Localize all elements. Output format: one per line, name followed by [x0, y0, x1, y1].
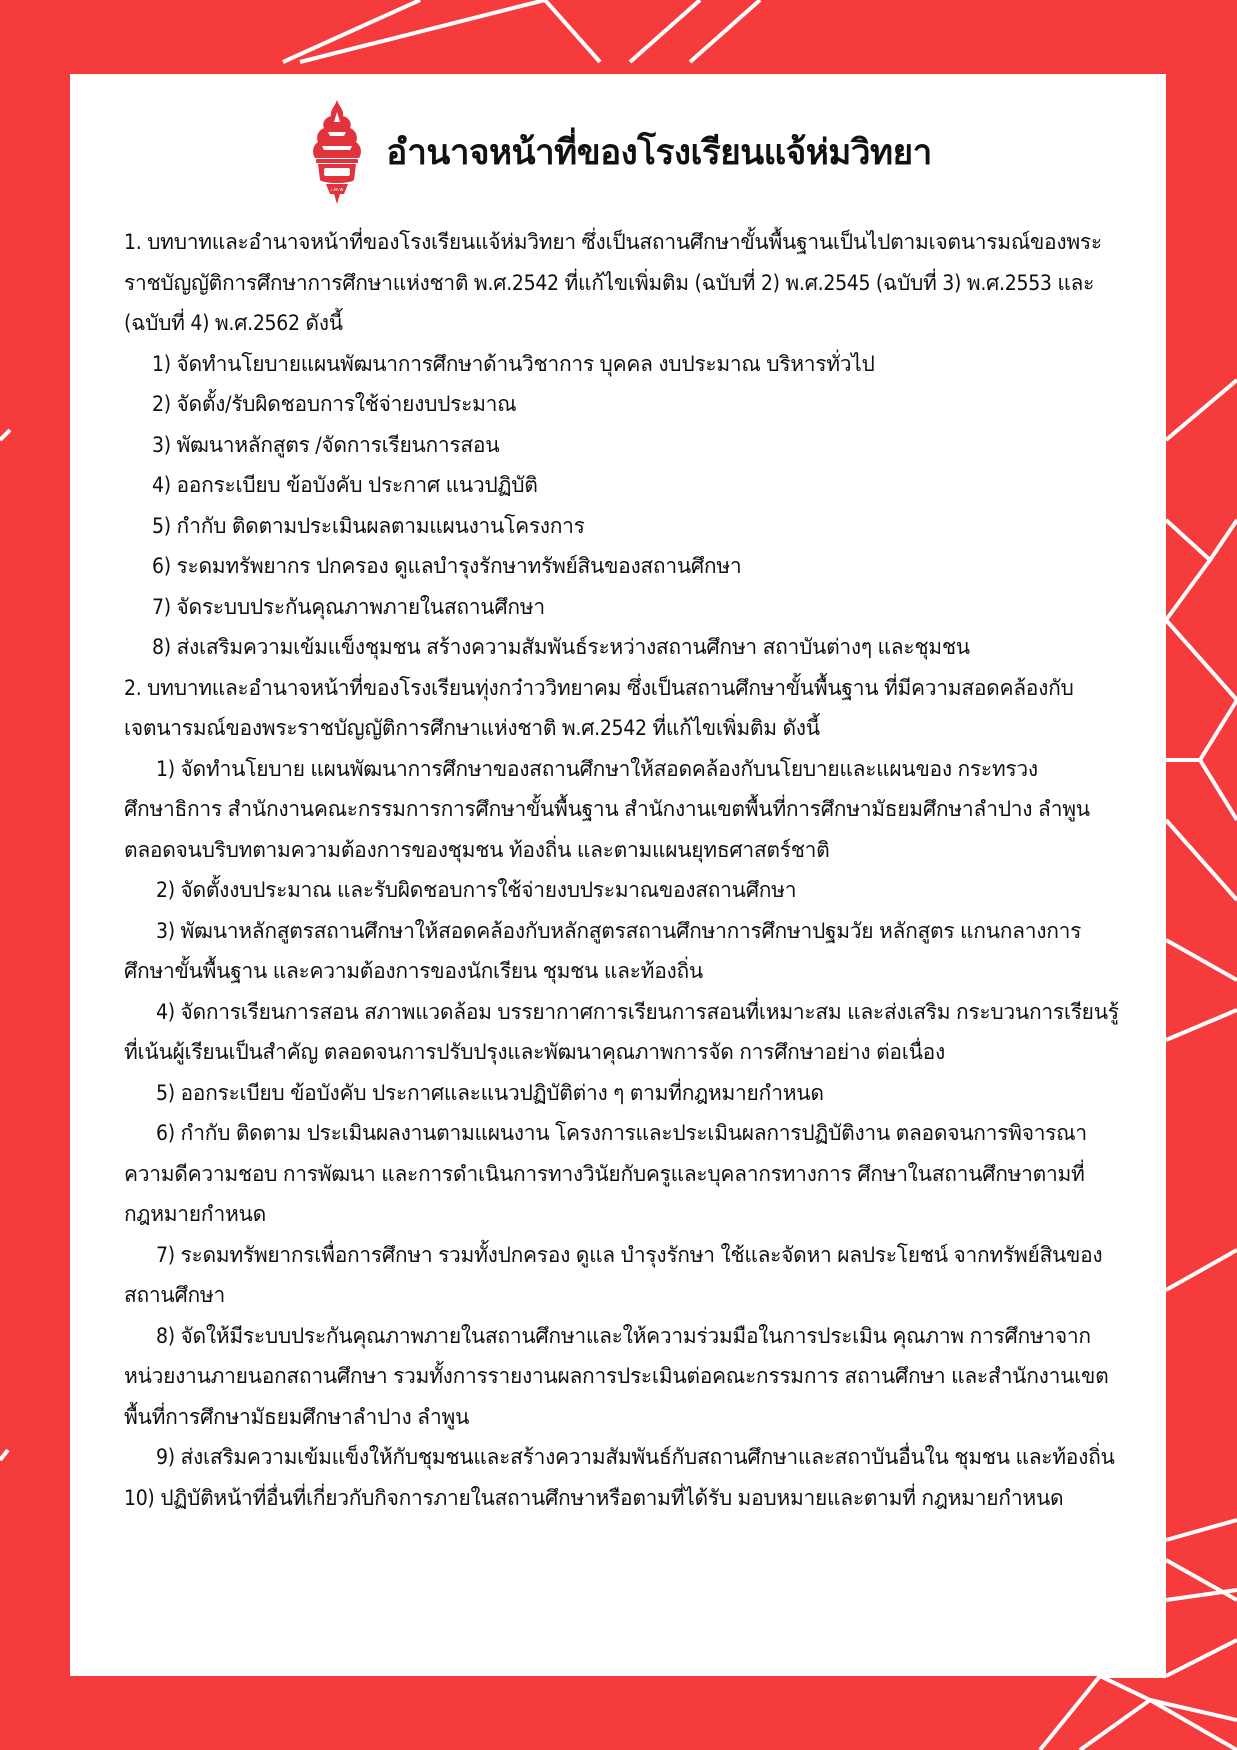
document-sheet	[70, 74, 1166, 1676]
header	[70, 96, 1166, 208]
section-1-item: 5) กำกับ ติดตามประเมินผลตามแผนงานโครงการ	[152, 513, 585, 538]
section-1-item: 4) ออกระเบียบ ข้อบังคับ ประกาศ แนวปฏิบัติ	[152, 473, 538, 497]
section-1-item: 1) จัดทำนโยบายแผนพัฒนาการศึกษาด้านวิชาการ บุคคล งบประมาณ บริหารทั่วไป	[152, 351, 875, 376]
section-1-item: 8) ส่งเสริมความเข้มแข็งชุมชน สร้างความสัมพันธ์ระหว่างสถานศึกษา สถาบันต่างๆ และชุมชน	[152, 635, 970, 659]
document-body	[124, 222, 1124, 1518]
section-2-item: 2) จัดตั้งงบประมาณ และรับผิดชอบการใช้จ่ายงบประมาณของสถานศึกษา	[156, 878, 797, 902]
section-2-item: 8) จัดให้มีระบบประกันคุณภาพภายในสถานศึกษาและให้ความร่วมมือในการประเมิน คุณภาพ การศึกษาจากหน่วยงานภายนอกสถานศึกษา รวมทั้งการรายงานผลการประเมินต่อคณะกรรมการ สถานศึกษา และสำนักงานเขตพื้นที่การศึกษามัธยมศึกษาลำปาง ลำพูน	[124, 1323, 1109, 1429]
section-2-item: 5) ออกระเบียบ ข้อบังคับ ประกาศและแนวปฏิบัติต่าง ๆ ตามที่กฎหมายกำหนด	[156, 1080, 824, 1105]
section-2-item: 3) พัฒนาหลักสูตรสถานศึกษาให้สอดคล้องกับหลักสูตรสถานศึกษาการศึกษาปฐมวัย หลักสูตร แกนกลางการศึกษาขั้นพื้นฐาน และความต้องการของนักเรียน ชุมชน และท้องถิ่น	[124, 918, 1082, 983]
section-2-item: 4) จัดการเรียนการสอน สภาพแวดล้อม บรรยากาศการเรียนการสอนที่เหมาะสม และส่งเสริม กระบวนการเรียนรู้ที่เน้นผู้เรียนเป็นสำคัญ ตลอดจนการปรับปรุงและพัฒนาคุณภาพการจัด การศึกษาอย่าง ต่อเนื่อง	[124, 999, 1119, 1064]
section-2-intro: 2. บทบาทและอำนาจหน้าที่ของโรงเรียนทุ่งกว๋าววิทยาคม ซึ่งเป็นสถานศึกษาขั้นพื้นฐาน ที่มีความสอดคล้องกับเจตนารมณ์ของพระราชบัญญัติการศึกษาแห่งชาติ พ.ศ.2542 ที่แก้ไขเพิ่มติม ดังนี้	[124, 675, 1074, 740]
section-1-intro: 1. บทบาทและอำนาจหน้าที่ของโรงเรียนแจ้ห่มวิทยา ซึ่งเป็นสถานศึกษาขั้นพื้นฐานเป็นไปตามเจตนารมณ์ของพระราชบัญญัติการศึกษาการศึกษาแห่งชาติ พ.ศ.2542 ที่แก้ไขเพิ่มติม (ฉบับที่ 2) พ.ศ.2545 (ฉบับที่ 3) พ.ศ.2553 และ (ฉบับที่ 4) พ.ศ.2562 ดังนี้	[124, 230, 1102, 335]
section-1-item: 3) พัฒนาหลักสูตร /จัดการเรียนการสอน	[152, 432, 500, 457]
school-emblem-icon	[304, 98, 370, 206]
section-2-item: 7) ระดมทรัพยากรเพื่อการศึกษา รวมทั้งปกครอง ดูแล บำรุงรักษา ใช้และจัดหา ผลประโยชน์ จากทรัพย์สินของสถานศึกษา	[124, 1242, 1103, 1307]
page-title: อำนาจหน้าที่ของโรงเรียนแจ้ห่มวิทยา	[386, 132, 932, 173]
section-1-item: 6) ระดมทรัพยากร ปกครอง ดูแลบำรุงรักษาทรัพย์สินของสถานศึกษา	[152, 554, 742, 578]
svg-text:ᴊ.ᴍ.ᴡ: ᴊ.ᴍ.ᴡ	[330, 187, 344, 193]
section-1-item: 2) จัดตั้ง/รับผิดชอบการใช้จ่ายงบประมาณ	[152, 392, 517, 416]
section-1-item: 7) จัดระบบประกันคุณภาพภายในสถานศึกษา	[152, 594, 545, 619]
section-2-item: 9) ส่งเสริมความเข้มแข็งให้กับชุมชนและสร้างความสัมพันธ์กับสถานศึกษาและสถาบันอื่นใน ชุมชน และท้องถิ่น 10) ปฏิบัติหน้าที่อื่นที่เกี่ยวกับกิจการภายในสถานศึกษาหรือตามที่ได้รับ มอบหมายและตามที่ กฎหมายกำหนด	[124, 1445, 1115, 1510]
section-2-item: 6) กำกับ ติดตาม ประเมินผลงานตามแผนงาน โครงการและประเมินผลการปฏิบัติงาน ตลอดจนการพิจารณาความดีความชอบ การพัฒนา และการดำเนินการทางวินัยกับครูและบุคลากรทางการ ศึกษาในสถานศึกษาตามที่กฎหมายกำหนด	[124, 1121, 1087, 1226]
section-2-item: 1) จัดทำนโยบาย แผนพัฒนาการศึกษาของสถานศึกษาให้สอดคล้องกับนโยบายและแผนของ กระทรวงศึกษาธิการ สำนักงานคณะกรรมการการศึกษาขั้นพื้นฐาน สำนักงานเขตพื้นที่การศึกษามัธยมศึกษาลำปาง ลำพูน ตลอดจนบริบทตามความต้องการของชุมชน ท้องถิ่น และตามแผนยุทธศาสตร์ชาติ	[124, 756, 1090, 862]
